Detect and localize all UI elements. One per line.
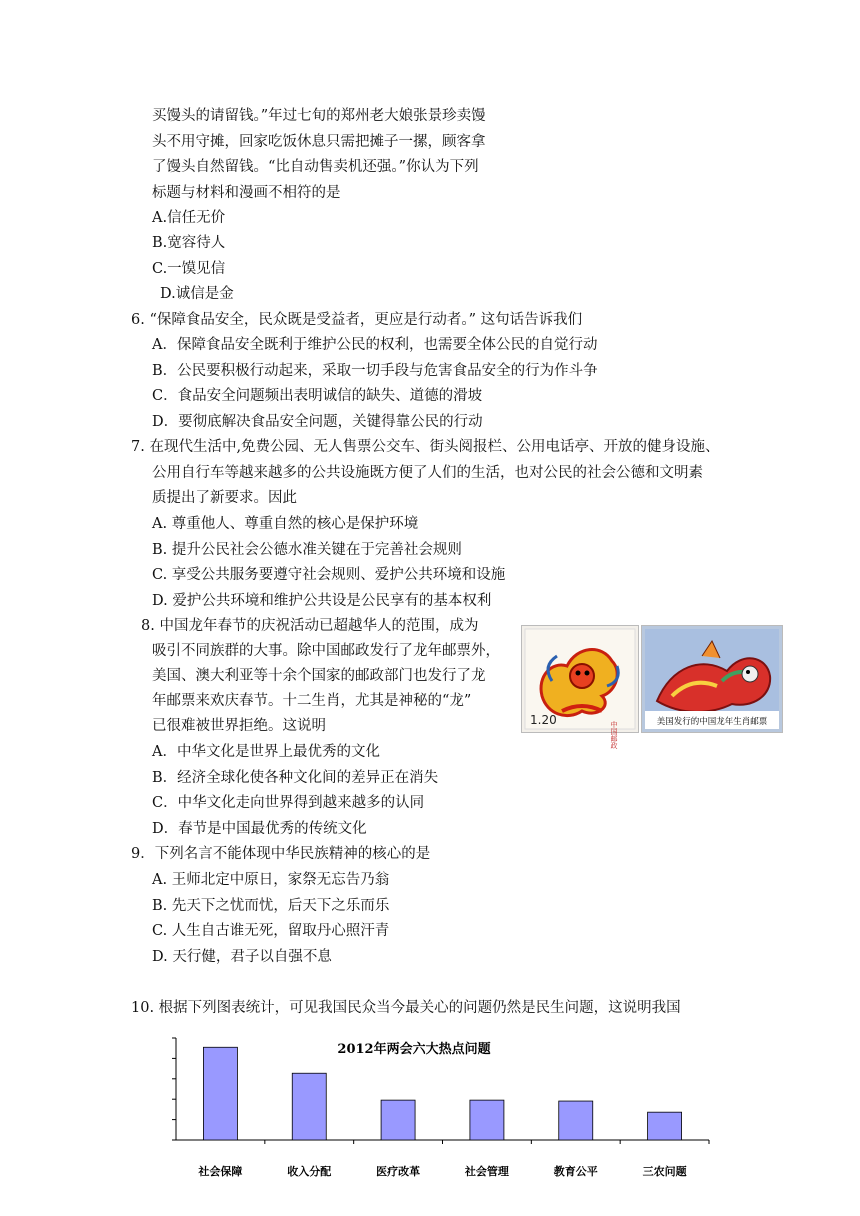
q5-line-4: 标题与材料和漫画不相符的是 xyxy=(152,185,341,201)
q5-option-d: D.诚信是金 xyxy=(160,286,234,302)
q9-option-d: D. 天行健，君子以自强不息 xyxy=(152,949,332,965)
bar-6 xyxy=(648,1112,682,1140)
hot-issues-bar-chart xyxy=(174,1033,714,1183)
bar-1 xyxy=(203,1047,237,1140)
q8-option-a: A．中华文化是世界上最优秀的文化 xyxy=(152,744,380,760)
bar-5 xyxy=(559,1101,593,1140)
q8-option-b: B．经济全球化使各种文化间的差异正在消失 xyxy=(152,770,439,786)
x-tick-label-3: 医疗改革 xyxy=(376,1165,421,1178)
stamp-caption: 美国发行的中国龙年生肖邮票 xyxy=(656,717,768,727)
q8-line-2: 吸引不同族群的大事。除中国邮政发行了龙年邮票外， xyxy=(152,643,500,659)
q5-line-2: 头不用守摊，回家吃饭休息只需把摊子一摞，顾客拿 xyxy=(152,134,486,150)
x-tick-label-2: 收入分配 xyxy=(287,1165,332,1178)
q8-option-d: D．春节是中国最优秀的传统文化 xyxy=(152,821,367,837)
q6-option-a: A．保障食品安全既利于维护公民的权利，也需要全体公民的自觉行动 xyxy=(152,337,598,353)
china-dragon-stamp xyxy=(521,625,639,749)
q9-stem: 9．下列名言不能体现中华民族精神的核心的是 xyxy=(131,846,431,862)
bar-2 xyxy=(292,1073,326,1140)
bar-3 xyxy=(381,1100,415,1140)
q7-line-2: 公用自行车等越来越多的公共设施既方便了人们的生活，也对公民的社会公德和文明素 xyxy=(152,465,703,481)
q7-option-b: B. 提升公民社会公德水准关键在于完善社会规则 xyxy=(152,542,462,558)
q5-option-b: B.宽容待人 xyxy=(152,235,226,251)
chart-bars xyxy=(203,1047,681,1140)
q5-line-3: 了馒头自然留钱。“比自动售卖机还强。”你认为下列 xyxy=(152,159,479,175)
x-tick-label-6: 三农问题 xyxy=(642,1165,687,1178)
stamp-country: 中国邮政 xyxy=(610,721,618,749)
q5-option-c: C.一馍见信 xyxy=(152,261,226,277)
stamp-value: 1.20 xyxy=(530,713,557,727)
q7-line-1: 7. 在现代生活中,免费公园、无人售票公交车、街头阅报栏、公用电话亭、开放的健身设施、 xyxy=(131,439,720,455)
q8-line-5: 已很难被世界拒绝。这说明 xyxy=(152,718,326,734)
q6-stem: 6. “保障食品安全，民众既是受益者，更应是行动者。” 这句话告诉我们 xyxy=(131,312,583,328)
q10-stem: 10. 根据下列图表统计，可见我国民众当今最关心的问题仍然是民生问题，这说明我国 xyxy=(131,1000,681,1016)
q5-option-a: A.信任无价 xyxy=(152,210,226,226)
q8-line-4: 年邮票来欢庆春节。十二生肖，尤其是神秘的“龙” xyxy=(152,693,472,709)
chart-axes xyxy=(172,1038,709,1178)
x-tick-label-5: 教育公平 xyxy=(553,1165,598,1178)
q7-line-3: 质提出了新要求。因此 xyxy=(152,490,297,506)
q9-option-b: B. 先天下之忧而忧，后天下之乐而乐 xyxy=(152,898,390,914)
x-tick-label-4: 社会管理 xyxy=(464,1165,509,1178)
q8-option-c: C．中华文化走向世界得到越来越多的认同 xyxy=(152,795,425,811)
q6-option-b: B．公民要积极行动起来，采取一切手段与危害食品安全的行为作斗争 xyxy=(152,363,598,379)
dragon-stamps-figure xyxy=(521,625,783,749)
q7-option-a: A. 尊重他人、尊重自然的核心是保护环境 xyxy=(152,516,419,532)
q7-option-c: C. 享受公共服务要遵守社会规则、爱护公共环境和设施 xyxy=(152,567,506,583)
q5-line-1: 买馒头的请留钱。”年过七旬的郑州老大娘张景珍卖馒 xyxy=(152,108,486,124)
dragon-illustration xyxy=(522,626,638,749)
q8-line-1: 8. 中国龙年春节的庆祝活动已超越华人的范围，成为 xyxy=(141,618,479,634)
dragon-dance-illustration xyxy=(642,626,782,732)
bar-4 xyxy=(470,1100,504,1140)
q9-option-a: A. 王师北定中原日，家祭无忘告乃翁 xyxy=(152,872,390,888)
q7-option-d: D. 爱护公共环境和维护公共设是公民享有的基本权利 xyxy=(152,593,492,609)
q6-option-d: D．要彻底解决食品安全问题，关键得靠公民的行动 xyxy=(152,414,483,430)
bar-chart-svg xyxy=(174,1033,714,1183)
q6-option-c: C．食品安全问题频出表明诚信的缺失、道德的滑坡 xyxy=(152,388,483,404)
q8-line-3: 美国、澳大利亚等十余个国家的邮政部门也发行了龙 xyxy=(152,668,486,684)
chart-title: 2012年两会六大热点问题 xyxy=(337,1042,491,1057)
us-dragon-stamp xyxy=(641,625,783,733)
q9-option-c: C. 人生自古谁无死，留取丹心照汗青 xyxy=(152,923,390,939)
x-tick-label-1: 社会保障 xyxy=(198,1165,243,1178)
